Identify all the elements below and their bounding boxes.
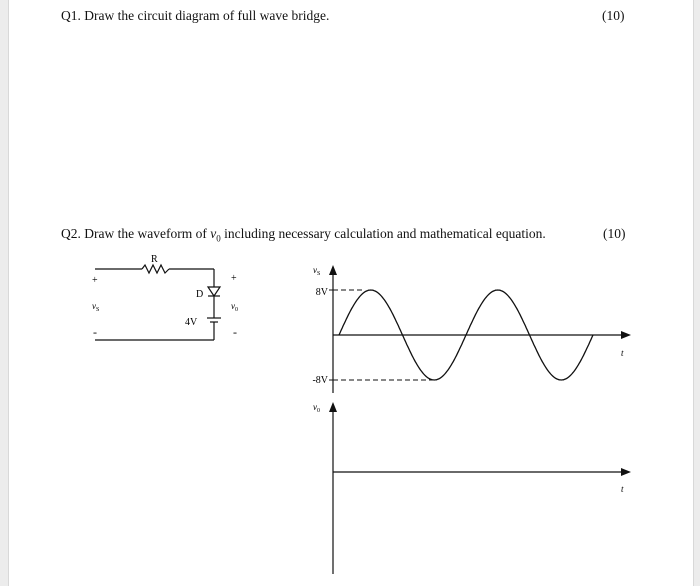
output-label-sub: 0: [235, 307, 238, 313]
input-minus: -: [93, 325, 97, 339]
q2-text-before: Q2. Draw the waveform of: [61, 226, 211, 241]
q2-vo-sub: 0: [216, 233, 221, 244]
input-label-v: v: [92, 301, 96, 311]
input-plus: +: [92, 275, 98, 286]
q2-vo-symbol: v: [210, 226, 217, 241]
input-label-sub: S: [96, 307, 100, 313]
input-y-label-v: v: [313, 265, 317, 275]
output-waveform-chart: [9, 0, 693, 586]
resistor-label: R: [151, 254, 158, 265]
output-plus: +: [231, 273, 237, 284]
output-y-label: [313, 402, 320, 414]
input-x-label: t: [621, 348, 624, 358]
output-x-arrow: [621, 468, 631, 476]
q2-marks: (10): [603, 226, 626, 241]
source-label: 4V: [185, 317, 198, 328]
q1-text: Q1. Draw the circuit diagram of full wave bridge.: [61, 8, 330, 23]
output-label-v: v: [231, 301, 235, 311]
output-y-arrow: [329, 402, 337, 412]
input-y-label-sub: S: [317, 271, 321, 277]
diode-label: D: [196, 289, 204, 300]
question-page: [8, 0, 694, 586]
input-tick-label-neg8v: -8V: [312, 375, 328, 386]
input-tick-label-8v: 8V: [315, 287, 328, 298]
output-minus: -: [233, 325, 237, 339]
q2-text-after: including necessary calculation and mathematical equation.: [220, 226, 546, 241]
q1-marks: (10): [602, 8, 625, 23]
output-y-label-v: v: [313, 402, 317, 412]
output-x-label: t: [621, 484, 624, 494]
output-y-label-sub: 0: [317, 408, 320, 414]
